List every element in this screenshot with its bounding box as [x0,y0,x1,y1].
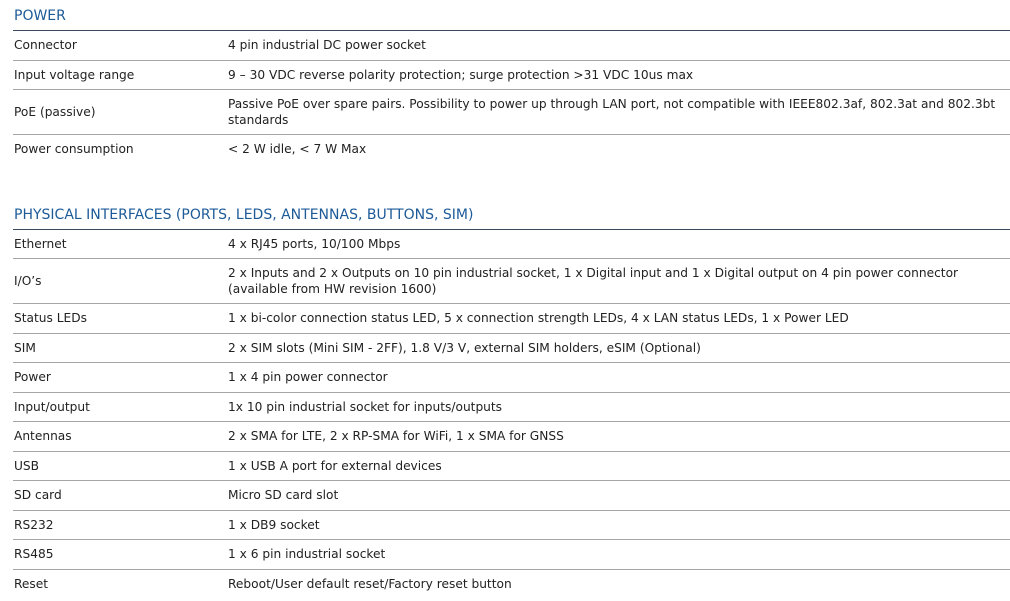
spec-value: Micro SD card slot [228,488,339,502]
spec-row [13,259,1010,304]
spec-value: Reboot/User default reset/Factory reset button [228,576,512,591]
spec-value: 1 x 6 pin industrial socket [228,547,386,561]
spec-label: SD card [14,488,62,502]
spec-row [13,481,1010,511]
spec-value: 1 x bi-color connection status LED, 5 x connection strength LEDs, 4 x LAN status LEDs, 1 x Power LED [228,311,849,325]
spec-label: Connector [14,38,77,52]
spec-label: Power consumption [14,142,134,156]
spec-value: 2 x Inputs and 2 x Outputs on 10 pin industrial socket, 1 x Digital input and 1 x Digital output on 4 pin power connector (available from HW revision 1600) [228,266,959,296]
spec-label: Power [14,370,51,384]
section-title: PHYSICAL INTERFACES (PORTS, LEDS, ANTENNAS, BUTTONS, SIM) [13,205,1010,230]
spec-row [13,422,1010,452]
spec-label: Status LEDs [14,311,87,325]
spec-label: PoE (passive) [14,105,96,119]
spec-value: 2 x SIM slots (Mini SIM - 2FF), 1.8 V/3 V, external SIM holders, eSIM (Optional) [228,340,701,355]
spec-value: 2 x SMA for LTE, 2 x RP-SMA for WiFi, 1 x SMA for GNSS [228,429,564,443]
spec-label: RS485 [14,547,54,561]
spec-value: 4 x RJ45 ports, 10/100 Mbps [228,236,401,251]
spec-row [13,304,1010,334]
spec-label: I/O’s [14,274,42,288]
power-section [13,0,1010,164]
spec-row [13,511,1010,541]
spec-row [13,61,1010,91]
spec-value: 1 x DB9 socket [228,517,320,532]
spec-label: Reset [14,576,49,591]
spec-value: 1 x USB A port for external devices [228,458,442,473]
spec-label: Input voltage range [14,67,135,82]
spec-value: < 2 W idle, < 7 W Max [228,142,367,156]
spec-row [13,540,1010,570]
spec-value: 9 – 30 VDC reverse polarity protection; surge protection >31 VDC 10us max [228,67,694,82]
spec-row [13,31,1010,61]
spec-value: 1 x 4 pin power connector [228,370,388,384]
spec-row [13,90,1010,135]
section-title: POWER [13,6,1010,31]
spec-row [13,393,1010,423]
spec-value: 1x 10 pin industrial socket for inputs/outputs [228,399,503,414]
spec-row [13,135,1010,164]
spec-row [13,230,1010,260]
spec-label: RS232 [14,517,54,532]
spec-label: Antennas [14,429,72,443]
spec-row [13,570,1010,599]
spec-value: 4 pin industrial DC power socket [228,38,426,52]
spec-label: Input/output [14,399,90,414]
spec-label: SIM [14,340,36,355]
spec-value: Passive PoE over spare pairs. Possibility to power up through LAN port, not compatible with IEEE802.3af, 802.3at and 802.3bt standards [228,97,996,127]
spec-row [13,334,1010,364]
spec-label: USB [14,458,40,473]
spec-row [13,363,1010,393]
spec-label: Ethernet [14,236,67,251]
spec-row [13,452,1010,482]
physical-interfaces-section [13,205,1010,599]
